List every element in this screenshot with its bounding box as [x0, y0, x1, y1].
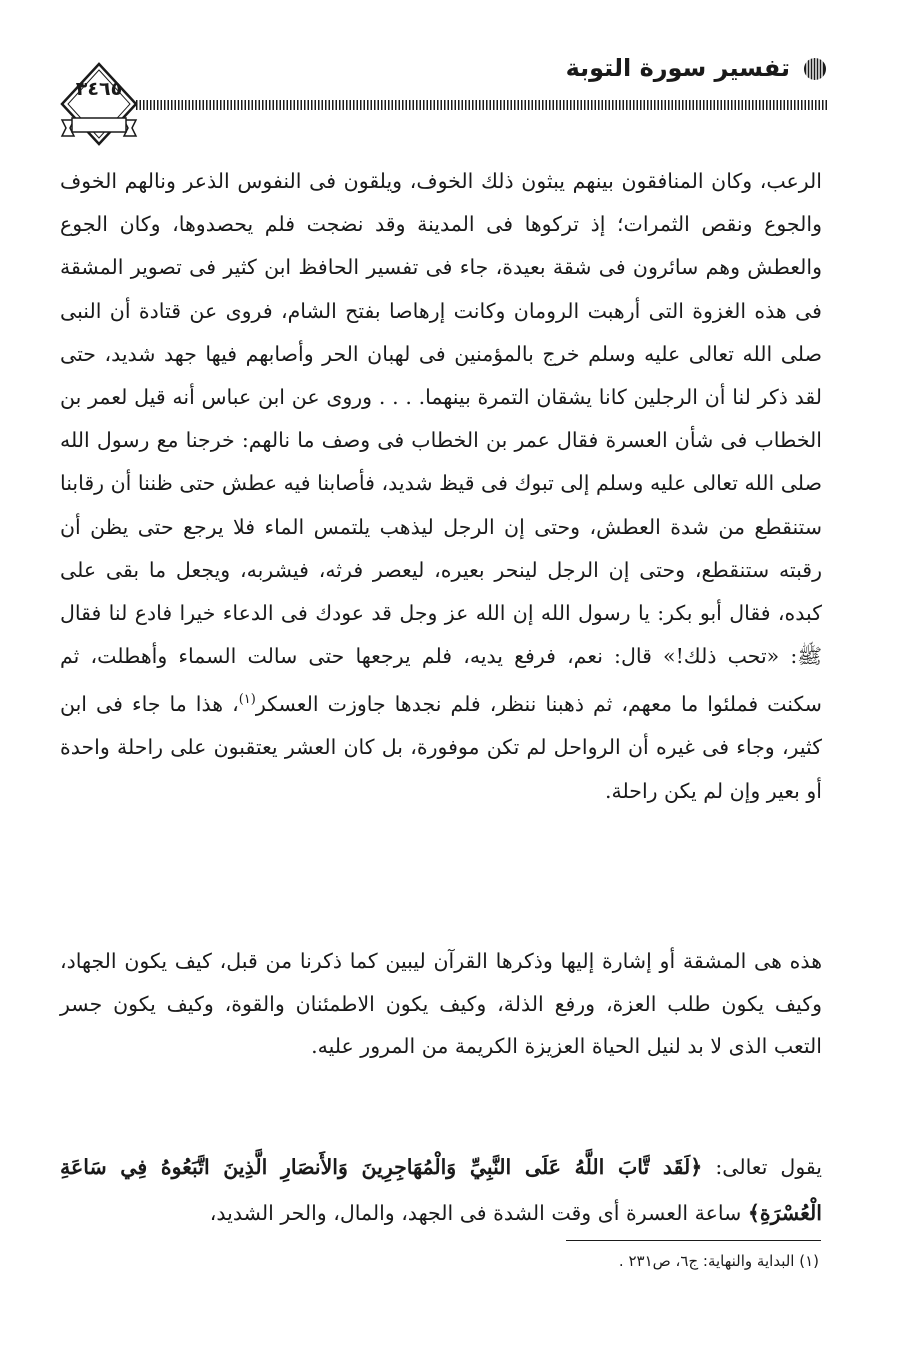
- paragraph-1-continuation: ، هذا ما جاء فى ابن كثير، وجاء فى غيره أن الرواحل لم تكن موفورة، بل كان العشر يعتقبون على راحلة واحدة أو بعير وإن لم يكن راحلة.: [60, 692, 822, 803]
- page-header: [58, 48, 828, 148]
- footnote-separator: [566, 1240, 821, 1241]
- page-number-badge-icon: [58, 60, 140, 152]
- paragraph-3: [60, 1144, 822, 1236]
- footnote-reference[interactable]: (١): [238, 692, 256, 708]
- paragraph-2: هذه هى المشقة أو إشارة إليها وذكرها القرآن ليبين كما ذكرنا من قبل، كيف يكون الجهاد، وكيف يكون طلب العزة، ورفع الذلة، وكيف يكون الاطمئنان والقوة، وكيف يكون جسر التعب الذى لا بد لنيل الحياة العزيزة الكريمة من المرور عليه.: [60, 949, 822, 1058]
- page-number: ٣٤٦٥: [75, 78, 123, 100]
- paragraph-1-text: الرعب، وكان المنافقون بينهم يبثون ذلك الخوف، ويلقون فى النفوس الذعر ونالهم الخوف والجوع ونقص الثمرات؛ إذ تركوها فى المدينة وقد نضجت فلم يحصدوها، وكان الجوع والعطش وهم سائرون فى شقة بعيدة، جاء فى تفسير الحافظ ابن كثير فى تصوير المشقة فى هذه الغزوة التى أرهبت الرومان وكانت إرهاصا بفتح الشام، فروى عن قتادة أن النبى صلى الله تعالى عليه وسلم خرج بالمؤمنين فى لهبان الحر وأصابهم فيها جهد شديد، حتى لقد ذكر لنا أن الرجلين كانا يشقان التمرة بينهما. . . . وروى عن ابن عباس أنه قيل لعمر بن الخطاب فى شأن العسرة فقال عمر بن الخطاب فى وصف ما نالهم: خرجنا مع رسول الله صلى الله تعالى عليه وسلم إلى تبوك فى قيظ شديد، فأصابنا فيه عطش حتى ظننا أن رقابنا ستنقطع من شدة العطش، وحتى إن الرجل ليذهب يلتمس الماء فلا يرجع حتى يظن أن رقبته ستنقطع، وحتى إن الرجل لينحر بعيره، ليعصر فرثه، فيشربه، ويجعل ما بقى على كبده، فقال أبو بكر: يا رسول الله إن الله عز وجل قد عودك فى الدعاء خيرا فادع لنا فقال ﷺ: «تحب ذلك!» قال: نعم، فرفع يديه، فلم يرجعها حتى سالت السماء وأهطلت، ثم سكنت فملئوا ما معهم، ثم ذهبنا ننظر، فلم نجدها جاوزت العسكر: [60, 169, 822, 717]
- quran-verse: ﴿لَقَد تَّابَ اللَّهُ عَلَى النَّبِيِّ وَالْمُهَاجِرِينَ وَالأَنصَارِ الَّذِينَ اتَّبَعُوهُ فِي سَاعَةِ الْعُسْرَةِ﴾: [60, 1155, 822, 1225]
- header-rule: [136, 100, 828, 110]
- footnote: (١) البداية والنهاية: ج٦، ص٢٣١ .: [618, 1252, 819, 1270]
- chapter-ornament-icon: [802, 56, 828, 82]
- verse-intro: يقول تعالى:: [702, 1155, 822, 1179]
- paragraph-1: [60, 160, 822, 813]
- chapter-title: تفسير سورة التوبة: [565, 54, 790, 82]
- verse-commentary: ساعة العسرة أى وقت الشدة فى الجهد، والمال، والحر الشديد،: [209, 1201, 748, 1225]
